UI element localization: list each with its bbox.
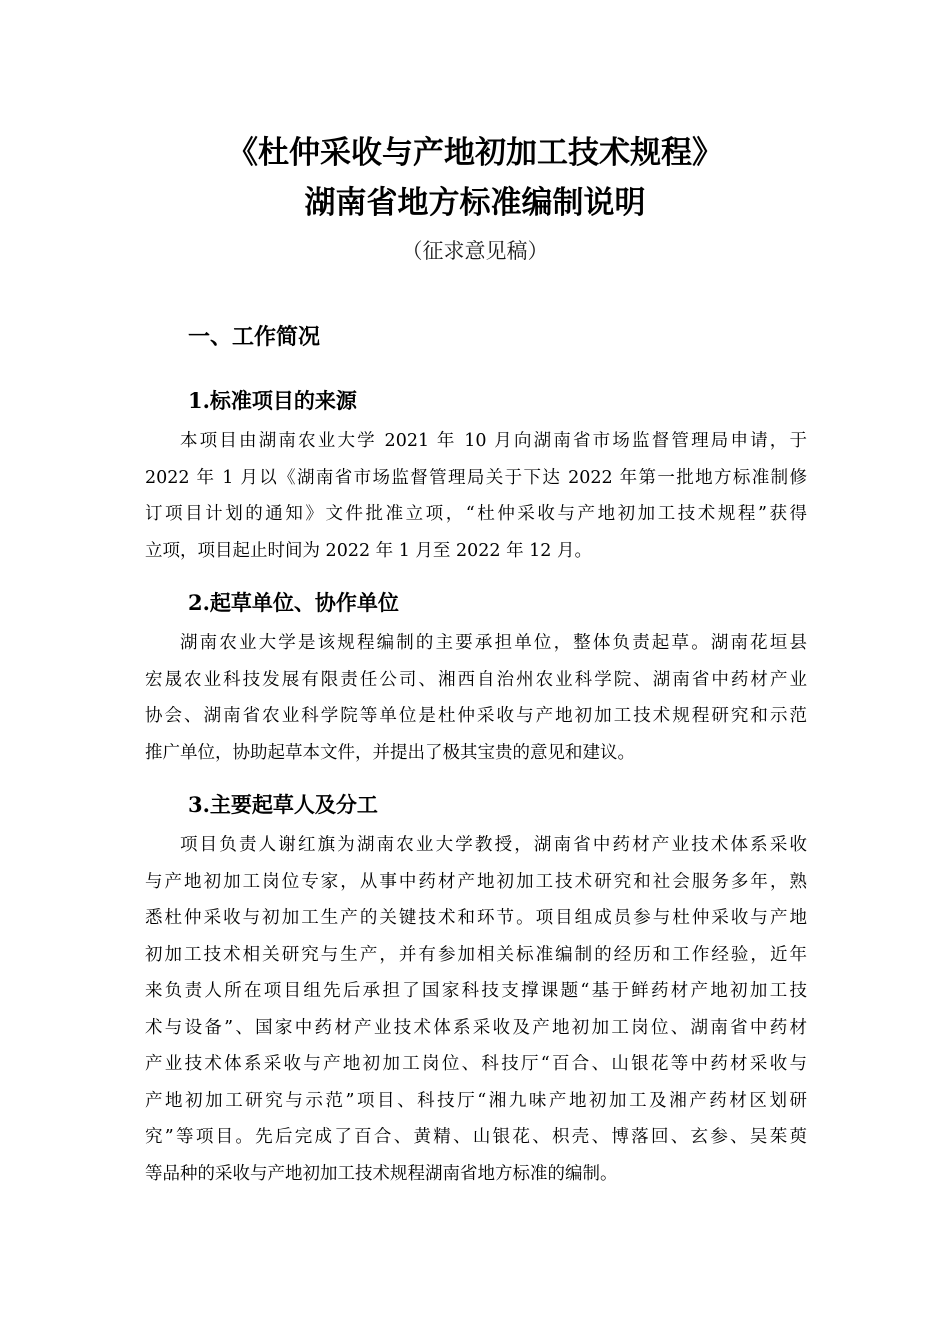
paragraph-line: 究”等项目。先后完成了百合、黄精、山银花、枳壳、博落回、玄参、吴茱萸 xyxy=(145,1127,807,1147)
paragraph-line: 立项，项目起止时间为 2022 年 1 月至 2022 年 12 月。 xyxy=(145,540,592,561)
subsection-heading-project-source: 1.标准项目的来源 xyxy=(188,388,357,413)
paragraph-line: 悉杜仲采收与初加工生产的关键技术和环节。项目组成员参与杜仲采收与产地 xyxy=(145,908,807,928)
paragraph-line: 产业技术体系采收与产地初加工岗位、科技厅“百合、山银花等中药材采收与 xyxy=(145,1054,807,1074)
document-subtitle: （征求意见稿） xyxy=(401,239,549,263)
paragraph-line: 2022 年 1 月以《湖南省市场监督管理局关于下达 2022 年第一批地方标准制修 xyxy=(145,467,807,488)
paragraph-line: 本项目由湖南农业大学 2021 年 10 月向湖南省市场监督管理局申请，于 xyxy=(180,431,807,451)
paragraph-line: 来负责人所在项目组先后承担了国家科技支撑课题“基于鲜药材产地初加工技 xyxy=(145,981,807,1001)
paragraph-line: 协会、湖南省农业科学院等单位是杜仲采收与产地初加工技术规程研究和示范 xyxy=(145,706,807,726)
paragraph-project-source xyxy=(145,423,807,569)
section-heading-work-overview: 一、工作简况 xyxy=(188,324,321,350)
paragraph-line: 项目负责人谢红旗为湖南农业大学教授，湖南省中药材产业技术体系采收 xyxy=(180,835,807,855)
document-title-line2: 湖南省地方标准编制说明 xyxy=(304,185,646,221)
paragraph-main-drafters xyxy=(145,827,807,1192)
paragraph-line: 与产地初加工岗位专家，从事中药材产地初加工技术研究和社会服务多年，熟 xyxy=(145,871,807,892)
paragraph-line: 推广单位，协助起草本文件，并提出了极其宝贵的意见和建议。 xyxy=(145,742,635,763)
paragraph-line: 订项目计划的通知》文件批准立项，“杜仲采收与产地初加工技术规程”获得 xyxy=(145,504,807,524)
subsection-heading-main-drafters: 3.主要起草人及分工 xyxy=(188,792,378,817)
paragraph-line: 宏晟农业科技发展有限责任公司、湘西自治州农业科学院、湖南省中药材产业 xyxy=(145,669,807,690)
document-title-line1: 《杜仲采收与产地初加工技术规程》 xyxy=(227,135,723,171)
paragraph-line: 产地初加工研究与示范”项目、科技厅“湘九味产地初加工及湘产药材区划研 xyxy=(145,1090,807,1111)
paragraph-drafting-units xyxy=(145,625,807,771)
paragraph-line: 初加工技术相关研究与生产，并有参加相关标准编制的经历和工作经验，近年 xyxy=(145,944,807,965)
paragraph-line: 术与设备”、国家中药材产业技术体系采收及产地初加工岗位、湖南省中药材 xyxy=(145,1017,807,1038)
paragraph-line: 等品种的采收与产地初加工技术规程湖南省地方标准的编制。 xyxy=(145,1163,618,1184)
paragraph-line: 湖南农业大学是该规程编制的主要承担单位，整体负责起草。湖南花垣县 xyxy=(180,633,807,653)
subsection-heading-drafting-units: 2.起草单位、协作单位 xyxy=(188,590,399,615)
